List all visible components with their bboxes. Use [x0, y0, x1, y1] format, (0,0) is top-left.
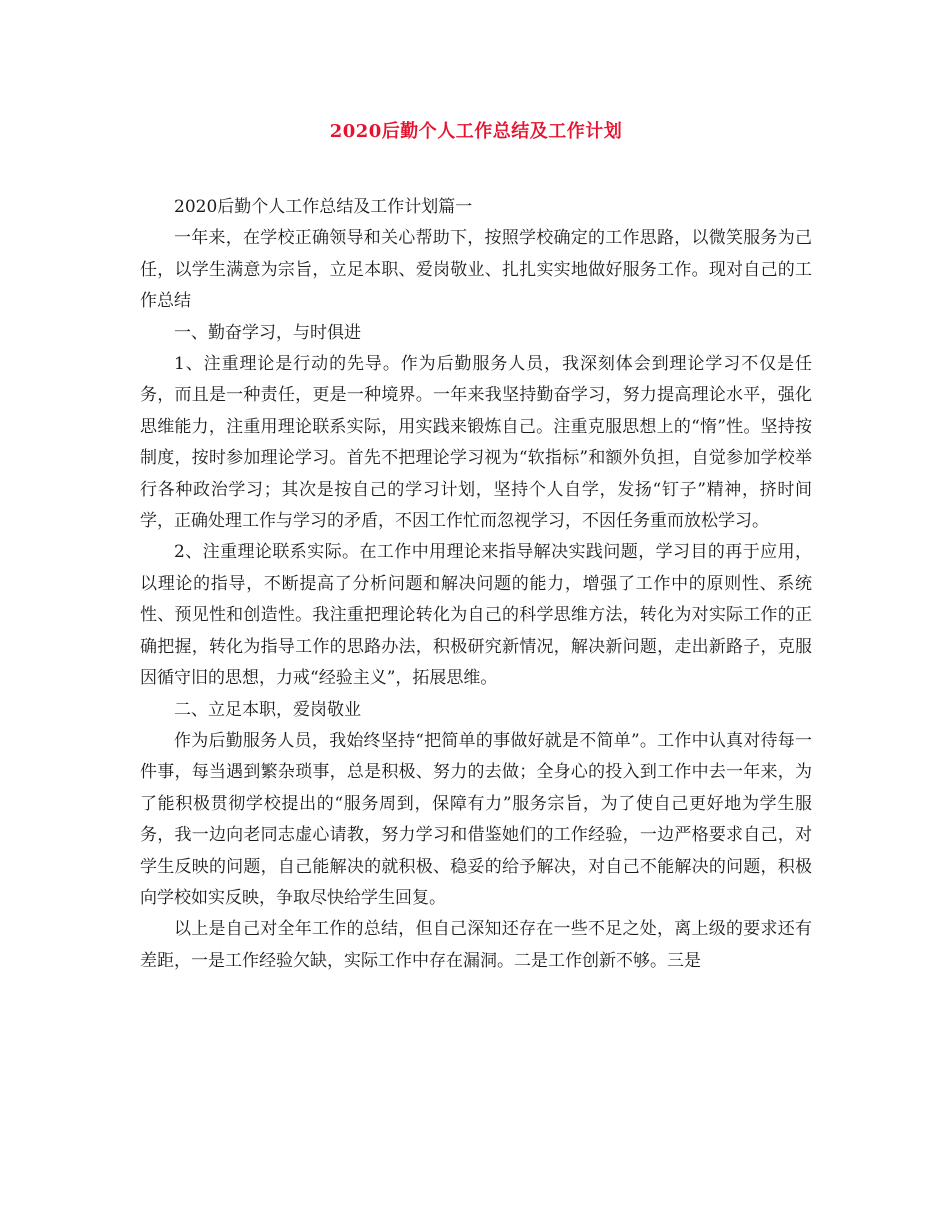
paragraph: 以上是自己对全年工作的总结，但自己深知还存在一些不足之处，离上级的要求还有差距，一是工作经验欠缺，实际工作中存在漏洞。二是工作创新不够。三是	[140, 919, 812, 971]
document-page	[140, 112, 812, 977]
section-heading: 二、立足本职，爱岗敬业	[174, 699, 361, 720]
section-heading: 一、勤奋学习，与时俱进	[174, 322, 361, 343]
paragraph: 2、注重理论联系实际。在工作中用理论来指导解决实践问题，学习目的再于应用，以理论的指导，不断提高了分析问题和解决问题的能力，增强了工作中的原则性、系统性、预见性和创造性。我注重把理论转化为自己的科学思维方法，转化为对实际工作的正确把握，转化为指导工作的思路办法，积极研究新情况，解决新问题，走出新路子，克服因循守旧的思想，力戒“经验主义”，拓展思维。	[140, 542, 812, 689]
paragraph: 1、注重理论是行动的先导。作为后勤服务人员，我深刻体会到理论学习不仅是任务，而且是一种责任，更是一种境界。一年来我坚持勤奋学习，努力提高理论水平，强化思维能力，注重用理论联系实际，用实践来锻炼自己。注重克服思想上的“惰”性。坚持按制度，按时参加理论学习。首先不把理论学习视为“软指标”和额外负担，自觉参加学校举行各种政治学习；其次是按自己的学习计划，坚持个人自学，发扬“钉子”精神，挤时间学，正确处理工作与学习的矛盾，不因工作忙而忽视学习，不因任务重而放松学习。	[140, 354, 812, 532]
paragraph: 一年来，在学校正确领导和关心帮助下，按照学校确定的工作思路，以微笑服务为己任，以学生满意为宗旨，立足本职、爱岗敬业、扎扎实实地做好服务工作。现对自己的工作总结	[140, 228, 812, 312]
document-title: 2020后勤个人工作总结及工作计划	[329, 121, 623, 142]
paragraph-subtitle: 2020后勤个人工作总结及工作计划篇一	[174, 197, 473, 217]
paragraph: 作为后勤服务人员，我始终坚持“把简单的事做好就是不简单”。工作中认真对待每一件事，每当遇到繁杂琐事，总是积极、努力的去做；全身心的投入到工作中去一年来，为了能积极贯彻学校提出的“服务周到，保障有力”服务宗旨，为了使自己更好地为学生服务，我一边向老同志虚心请教，努力学习和借鉴她们的工作经验，一边严格要求自己，对学生反映的问题，自己能解决的就积极、稳妥的给予解决，对自己不能解决的问题，积极向学校如实反映，争取尽快给学生回复。	[140, 730, 812, 908]
document-body	[140, 192, 812, 977]
